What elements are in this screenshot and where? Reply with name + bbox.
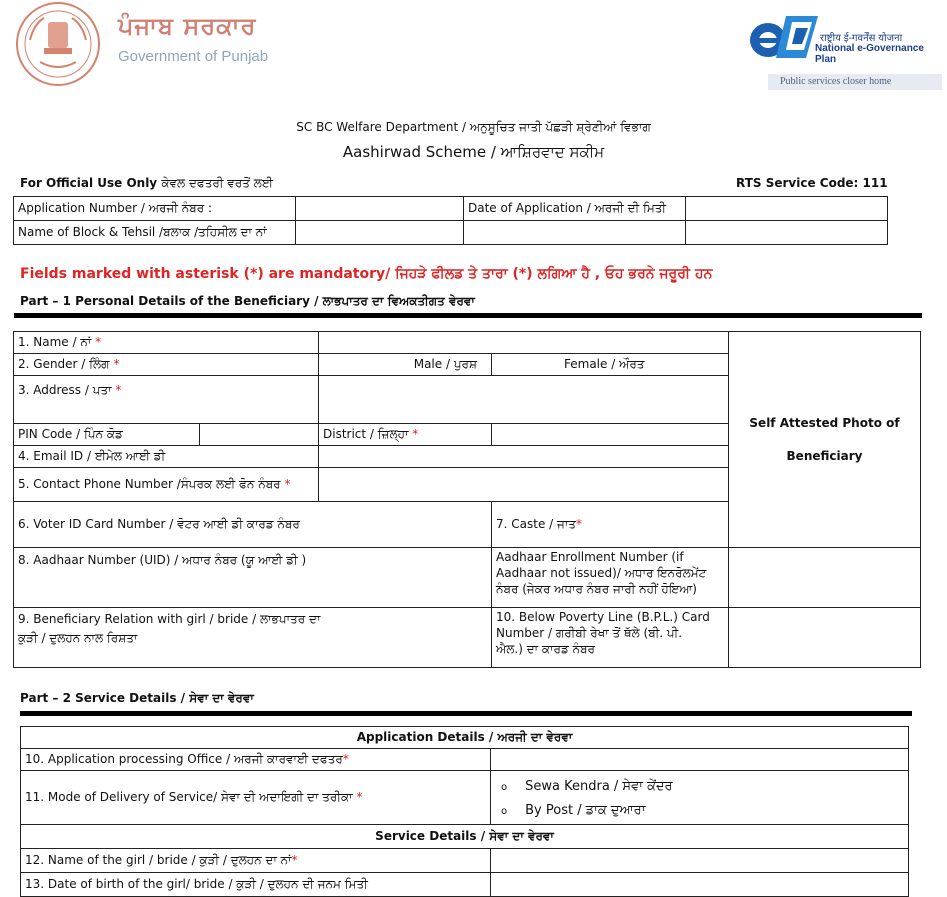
egov-logo-icon (746, 10, 820, 62)
official-use-label-pa: ਕੇਵਲ ਦਫਤਰੀ ਵਰਤੋਂ ਲਈ (161, 176, 273, 190)
application-number-label: Application Number / ਅਰਜੀ ਨੰਬਰ : (14, 197, 296, 221)
required-asterisk: * (291, 853, 298, 868)
phone-label: 5. Contact Phone Number /ਸੰਪਰਕ ਲਈ ਫੋਨ ਨੰਬਰ * (14, 468, 319, 502)
required-asterisk: * (113, 357, 120, 372)
district-label: District / ਜ਼ਿਲ੍ਹਾ * (319, 424, 492, 446)
block-tehsil-field[interactable] (296, 221, 464, 245)
part2-divider (20, 711, 912, 716)
official-use-label (20, 176, 273, 191)
voter-id-label: 6. Voter ID Card Number / ਵੋਟਰ ਆਈ ਡੀ ਕਾਰਡ ਨੰਬਰ (14, 502, 492, 548)
government-name-punjabi: ਪੰਜਾਬ ਸਰਕਾਰ (118, 12, 257, 40)
bpl-card-field[interactable] (729, 608, 921, 668)
photo-label-line2: Beneficiary (786, 448, 863, 463)
radio-bullet-icon[interactable]: o (501, 781, 508, 793)
radio-bullet-icon[interactable]: o (501, 805, 508, 817)
official-use-label-en: For Official Use Only (20, 176, 158, 190)
relation-label: 9. Beneficiary Relation with girl / bride / ਲਾਭਪਾਤਰ ਦਾ ਕੁੜੀ / ਦੁਲਹਨ ਨਾਲ ਰਿਸ਼ਤਾ (14, 608, 492, 668)
block-tehsil-label: Name of Block & Tehsil /ਬਲਾਕ /ਤਹਿਸੀਲ ਦਾ ਨਾਂ (14, 221, 296, 245)
bpl-card-label: 10. Below Poverty Line (B.P.L.) Card Number / ਗਰੀਬੀ ਰੇਖਾ ਤੋਂ ਥੱਲੇ (ਬੀ. ਪੀ. ਐਲ.) ਦਾ ਕਾਰਡ ਨੰਬਰ (492, 608, 729, 668)
processing-office-field[interactable] (491, 749, 909, 771)
district-field[interactable] (492, 424, 729, 446)
aadhaar-enrollment-field[interactable] (729, 548, 921, 608)
phone-field[interactable] (319, 468, 729, 502)
service-details-table (20, 726, 909, 897)
email-label: 4. Email ID / ਈਮੇਲ ਆਈ ਡੀ (14, 446, 319, 468)
gender-option-male[interactable]: Male / ਪੁਰਸ਼ (319, 354, 492, 376)
processing-office-label: 10. Application processing Office / ਅਰਜੀ ਕਾਰਵਾਈ ਦਫਤਰ* (21, 749, 491, 771)
email-field[interactable] (319, 446, 729, 468)
gender-label: 2. Gender / ਲਿੰਗ * (14, 354, 319, 376)
rts-service-code: RTS Service Code: 111 (736, 176, 888, 190)
address-field[interactable] (319, 376, 729, 424)
ngp-name-english: National e-Governance Plan (815, 43, 924, 65)
ngp-name-hindi: राष्ट्रीय ई-गवर्नेंस योजना (820, 33, 903, 44)
girl-dob-field[interactable] (491, 873, 909, 897)
ngp-tagline: Public services closer home (780, 76, 892, 87)
photo-label-line1: Self Attested Photo of (749, 416, 900, 431)
block-tehsil-field-3[interactable] (686, 221, 888, 245)
delivery-option-by-post[interactable]: o By Post / ਡਾਕ ਦੁਆਰਾ (501, 802, 646, 818)
girl-name-label: 12. Name of the girl / bride / ਕੁੜੀ / ਦੁਲਹਨ ਦਾ ਨਾਂ* (21, 849, 491, 873)
application-details-heading: Application Details / ਅਰਜੀ ਦਾ ਵੇਰਵਾ (21, 727, 909, 749)
part2-heading: Part – 2 Service Details / ਸੇਵਾ ਦਾ ਵੇਰਵਾ (20, 691, 254, 705)
scheme-title: Aashirwad Scheme / ਆਸ਼ਿਰਵਾਦ ਸਕੀਮ (342, 143, 605, 161)
delivery-mode-label: 11. Mode of Delivery of Service/ ਸੇਵਾ ਦੀ ਅਦਾਇਗੀ ਦਾ ਤਰੀਕਾ * (21, 771, 491, 825)
name-field[interactable] (319, 332, 729, 354)
required-asterisk: * (284, 477, 291, 492)
application-number-field[interactable] (296, 197, 464, 221)
required-asterisk: * (342, 752, 349, 767)
pin-code-field[interactable] (200, 424, 319, 446)
girl-dob-label: 13. Date of birth of the girl/ bride / ਕੁੜੀ / ਦੁਲਹਨ ਦੀ ਜਨਮ ਮਿਤੀ (21, 873, 491, 897)
required-asterisk: * (356, 790, 363, 805)
gender-option-female[interactable]: Female / ਔਰਤ (492, 354, 729, 376)
date-of-application-label: Date of Application / ਅਰਜੀ ਦੀ ਮਿਤੀ (464, 197, 686, 221)
girl-name-field[interactable] (491, 849, 909, 873)
official-use-table (13, 196, 888, 245)
photo-box (729, 332, 921, 548)
pin-code-label: PIN Code / ਪਿੰਨ ਕੋਡ (14, 424, 200, 446)
aadhaar-enrollment-label: Aadhaar Enrollment Number (if Aadhaar not issued)/ ਅਧਾਰ ਇਨਰੋਲਮੇਂਟ ਨੰਬਰ (ਜੇਕਰ ਅਧਾਰ ਨੰਬਰ ਜਾਰੀ ਨਹੀਂ ਹੋਇਆ) (492, 548, 729, 608)
part1-heading: Part – 1 Personal Details of the Beneficiary / ਲਾਭਪਾਤਰ ਦਾ ਵਿਅਕਤੀਗਤ ਵੇਰਵਾ (20, 294, 475, 308)
required-asterisk: * (95, 335, 102, 350)
caste-label: 7. Caste / ਜਾਤ* (492, 502, 729, 548)
date-of-application-field[interactable] (686, 197, 888, 221)
government-name-english: Government of Punjab (118, 48, 269, 65)
aadhaar-number-label: 8. Aadhaar Number (UID) / ਅਧਾਰ ਨੰਬਰ (ਯੂ ਆਈ ਡੀ ) (14, 548, 492, 608)
mandatory-fields-note: Fields marked with asterisk (*) are mandatory/ ਜਿਹੜੇ ਫੀਲਡ ਤੇ ਤਾਰਾ (*) ਲਗਿਆ ਹੈ , ਓਹ ਭਰਨੇ ਜਰੂਰੀ ਹਨ (20, 266, 713, 282)
required-asterisk: * (115, 383, 122, 397)
name-label: 1. Name / ਨਾਂ * (14, 332, 319, 354)
delivery-mode-options (491, 771, 909, 825)
department-title: SC BC Welfare Department / ਅਨੁਸੂਚਿਤ ਜਾਤੀ ਪੱਛੜੀ ਸ਼੍ਰੇਣੀਆਂ ਵਿਭਾਗ (296, 120, 651, 134)
block-tehsil-field-2[interactable] (464, 221, 686, 245)
address-label: 3. Address / ਪਤਾ * (14, 376, 319, 424)
punjab-government-seal (14, 0, 102, 88)
part1-divider (14, 313, 922, 318)
service-details-heading: Service Details / ਸੇਵਾ ਦਾ ਵੇਰਵਾ (21, 825, 909, 849)
personal-details-table (13, 331, 921, 668)
required-asterisk: * (575, 517, 582, 532)
required-asterisk: * (412, 427, 419, 442)
delivery-option-sewa-kendra[interactable]: o Sewa Kendra / ਸੇਵਾ ਕੇਂਦਰ (501, 778, 673, 794)
